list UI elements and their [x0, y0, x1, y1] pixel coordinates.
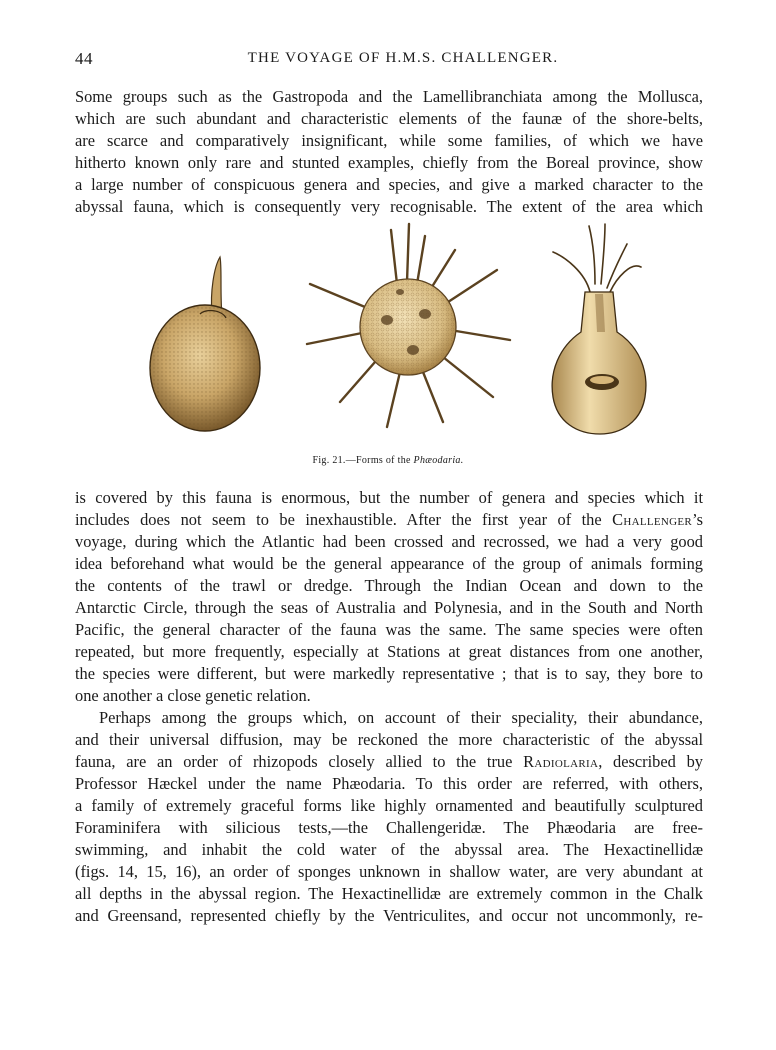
text-line: a large number of conspicuous genera and species, and give a marked character to the: [75, 175, 703, 194]
taxon-name: Radiolaria: [523, 752, 599, 771]
text-segment: includes does not seem to be inexhaustible. After the first year of the: [75, 510, 613, 529]
page-number: 44: [75, 49, 93, 68]
figure-caption: [0, 455, 776, 466]
text-line: [75, 509, 703, 531]
ship-name: Challenger: [612, 510, 693, 529]
text-line: Pacific, the general character of the fauna was the same. The same species were often: [75, 620, 703, 639]
text-line: and their universal diffusion, may be reckoned the more characteristic of the abyssal: [75, 730, 703, 749]
text-line: and Greensand, represented chiefly by the Ventriculites, and occur not uncommonly, re-: [75, 906, 703, 925]
text-line: (figs. 14, 15, 16), an order of sponges unknown in shallow water, are very abundant at: [75, 862, 703, 881]
text-line: the contents of the trawl or dredge. Through the Indian Ocean and down to the: [75, 576, 703, 595]
paragraph-bottom: [75, 487, 703, 927]
text-line: repeated, but more frequently, especially at Stations at great distances from one another,: [75, 642, 703, 661]
text-line: Antarctic Circle, through the seas of Australia and Polynesia, and in the South and North: [75, 598, 703, 617]
text-segment: , described by: [598, 752, 703, 771]
text-line: all depths in the abyssal region. The Hexactinellidæ are extremely common in the Chalk: [75, 884, 703, 903]
text-line: Professor Hæckel under the name Phæodaria. To this order are referred, with others,: [75, 774, 703, 793]
text-line: hitherto known only rare and stunted examples, chiefly from the Boreal province, show: [75, 153, 703, 172]
text-line: abyssal fauna, which is consequently very recognisable. The extent of the area which: [75, 197, 703, 216]
text-line: Foraminifera with silicious tests,—the Challengeridæ. The Phæodaria are free-: [75, 818, 703, 837]
text-segment: fauna, are an order of rhizopods closely allied to the true: [75, 752, 524, 771]
paragraph-top: [75, 86, 703, 218]
text-line: voyage, during which the Atlantic had been crossed and recrossed, we had a very good: [75, 532, 703, 551]
phaeodarian-spiny-sphere-illustration: [305, 222, 515, 437]
text-line: are scarce and comparatively insignificant, while some families, of which we have: [75, 131, 703, 150]
text-line: a family of extremely graceful forms like highly ornamented and beautifully sculptured: [75, 796, 703, 815]
text-line: swimming, and inhabit the cold water of the abyssal area. The Hexactinellidæ: [75, 840, 703, 859]
text-line: Some groups such as the Gastropoda and the Lamellibranchiata among the Mollusca,: [75, 87, 703, 106]
text-line: which are such abundant and characteristic elements of the faunæ of the shore-belts,: [75, 109, 703, 128]
phaeodarian-flask-illustration: [140, 222, 270, 442]
text-line: the species were different, but were markedly representative ; that is to say, they bore to: [75, 664, 703, 683]
text-line: one another a close genetic relation.: [75, 686, 311, 705]
text-line: [75, 751, 703, 773]
figure-phaeodaria: [140, 222, 660, 442]
running-title: THE VOYAGE OF H.M.S. CHALLENGER.: [247, 50, 559, 66]
text-line: idea beforehand what would be the general appearance of the group of animals forming: [75, 554, 703, 573]
text-segment: ’s: [692, 510, 703, 529]
phaeodarian-vase-illustration: [545, 222, 655, 442]
text-line: is covered by this fauna is enormous, but the number of genera and species which it: [75, 488, 703, 507]
caption-taxon: Phæodaria.: [413, 455, 464, 466]
caption-label: Fig. 21.—Forms of the: [312, 455, 414, 466]
text-line: Perhaps among the groups which, on account of their speciality, their abundance,: [99, 708, 703, 727]
